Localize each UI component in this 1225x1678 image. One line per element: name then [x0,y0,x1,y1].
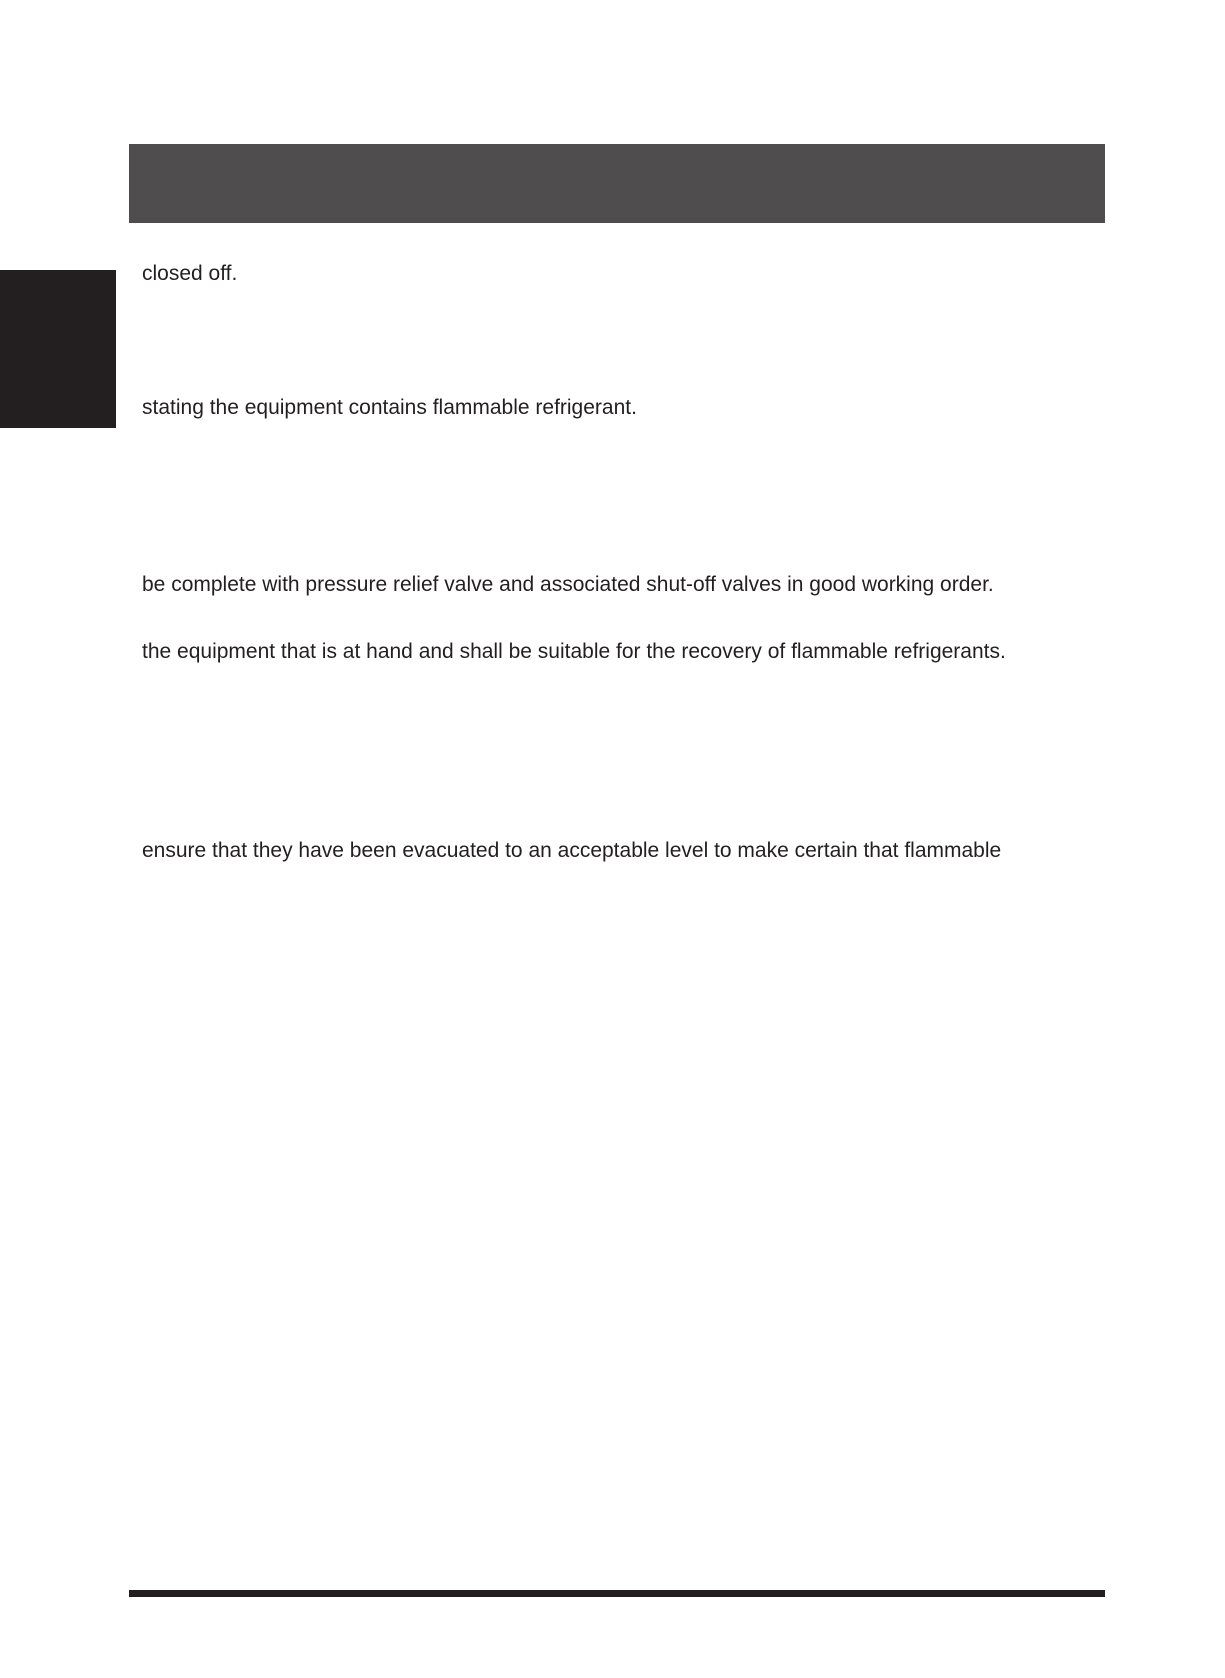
text-line-flammable-label: stating the equipment contains flammable refrigerant. [142,396,637,419]
text-line-pressure-relief: be complete with pressure relief valve and associated shut-off valves in good working order. [142,573,994,596]
side-tab [0,270,116,428]
text-line-closed-off: closed off. [142,262,238,285]
text-line-recovery-equipment: the equipment that is at hand and shall be suitable for the recovery of flammable refrigerants. [142,640,1006,663]
footer-rule [129,1590,1105,1597]
header-bar [129,144,1105,223]
text-line-evacuation: ensure that they have been evacuated to an acceptable level to make certain that flammable [142,839,1002,862]
